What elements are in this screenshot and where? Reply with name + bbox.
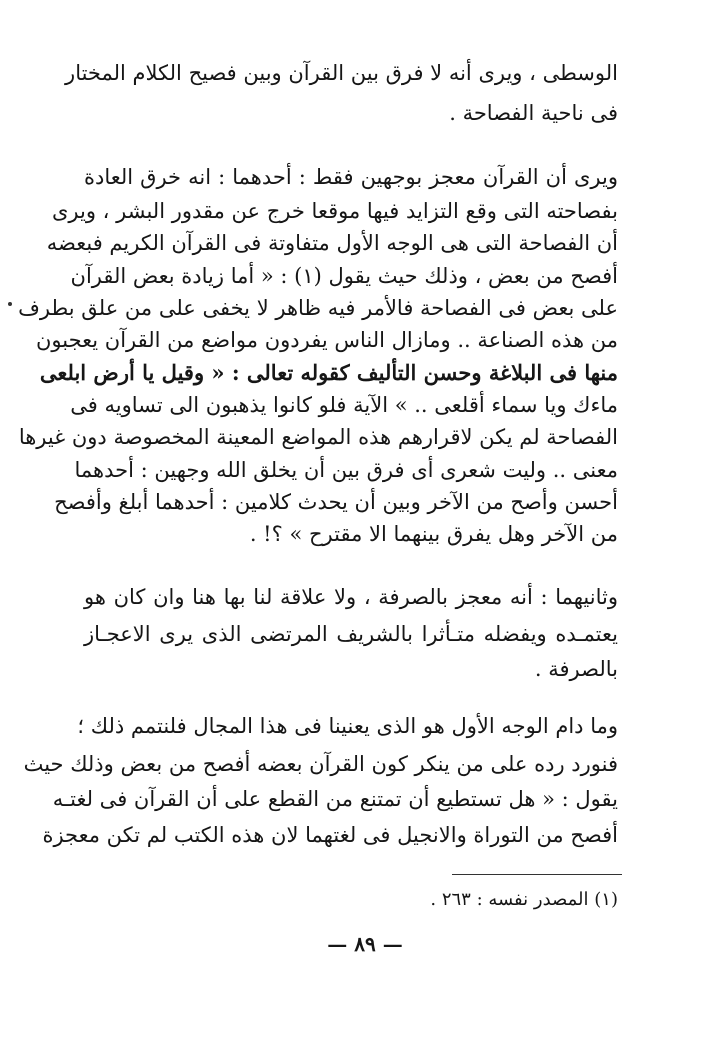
paragraph-4-line-2: فنورد رده على من ينكر كون القرآن بعضه أفصح من بعض وذلك حيث [23,752,618,776]
paragraph-2-line-4: أفصح من بعض ، وذلك حيث يقول (١) : « أما زيادة بعض القرآن [70,264,618,288]
footnote-divider [452,874,622,875]
paragraph-2-line-11: أحسن وأصح من الآخر وبين أن يحدث كلامين : أحدهما أبلغ وأفصح [54,490,618,514]
paragraph-2-line-8: ماءك ويا سماء أقلعى .. » الآية فلو كانوا يذهبون الى تساويه فى [70,393,618,417]
paragraph-2-line-3: أن الفصاحة التى هى الوجه الأول متفاوتة فى القرآن الكريم فبعضه [46,231,618,255]
paragraph-4-line-1: وما دام الوجه الأول هو الذى يعنينا فى هذا المجال فلنتمم ذلك ؛ [77,714,618,738]
page-number: — ٨٩ — [327,932,403,956]
paragraph-3-line-2: يعتمـده ويفضله متـأثرا بالشريف المرتضى الذى يرى الاعجـاز [84,622,618,646]
margin-speck [8,302,12,306]
paragraph-2-line-12: من الآخر وهل يفرق بينهما الا مقترح » ؟! . [249,522,618,546]
paragraph-1-line-2: فى ناحية الفصاحة . [449,101,618,125]
paragraph-2-line-1: ويرى أن القرآن معجز بوجهين فقط : أحدهما : انه خرق العادة [84,165,618,189]
paragraph-3-line-1: وثانيهما : أنه معجز بالصرفة ، ولا علاقة لنا بها هنا وان كان هو [84,585,618,609]
paragraph-2-line-5: على بعض فى الفصاحة فالأمر فيه ظاهر لا يخفى على من علق بطرف [18,296,618,320]
paragraph-4-line-3: يقول : « هل تستطيع أن تمتنع من القطع على أن القرآن فى لغتـه [52,787,618,811]
paragraph-2-line-6: من هذه الصناعة .. ومازال الناس يفردون مواضع من القرآن يعجبون [35,328,618,352]
paragraph-2-line-7: منها فى البلاغة وحسن التأليف كقوله تعالى : « وقيل يا أرض ابلعى [39,360,618,385]
paragraph-4-line-4: أفصح من التوراة والانجيل فى لغتهما لان هذه الكتب لم تكن معجزة [42,823,618,847]
paragraph-2-line-2: بفصاحته التى وقع التزايد فيها موقعا خرج عن مقدور البشر ، ويرى [52,199,618,223]
footnote: (١) المصدر نفسه : ٢٦٣ . [430,889,618,910]
paragraph-1-line-1: الوسطى ، ويرى أنه لا فرق بين القرآن وبين فصيح الكلام المختار [65,61,618,85]
paragraph-2-line-10: معنى .. وليت شعرى أى فرق بين أن يخلق الله وجهين : أحدهما [74,458,618,482]
paragraph-2-line-9: الفصاحة لم يكن لاقرارهم هذه المواضع المعينة المخصوصة دون غيرها [18,425,618,449]
paragraph-3-line-3: بالصرفة . [534,657,618,681]
